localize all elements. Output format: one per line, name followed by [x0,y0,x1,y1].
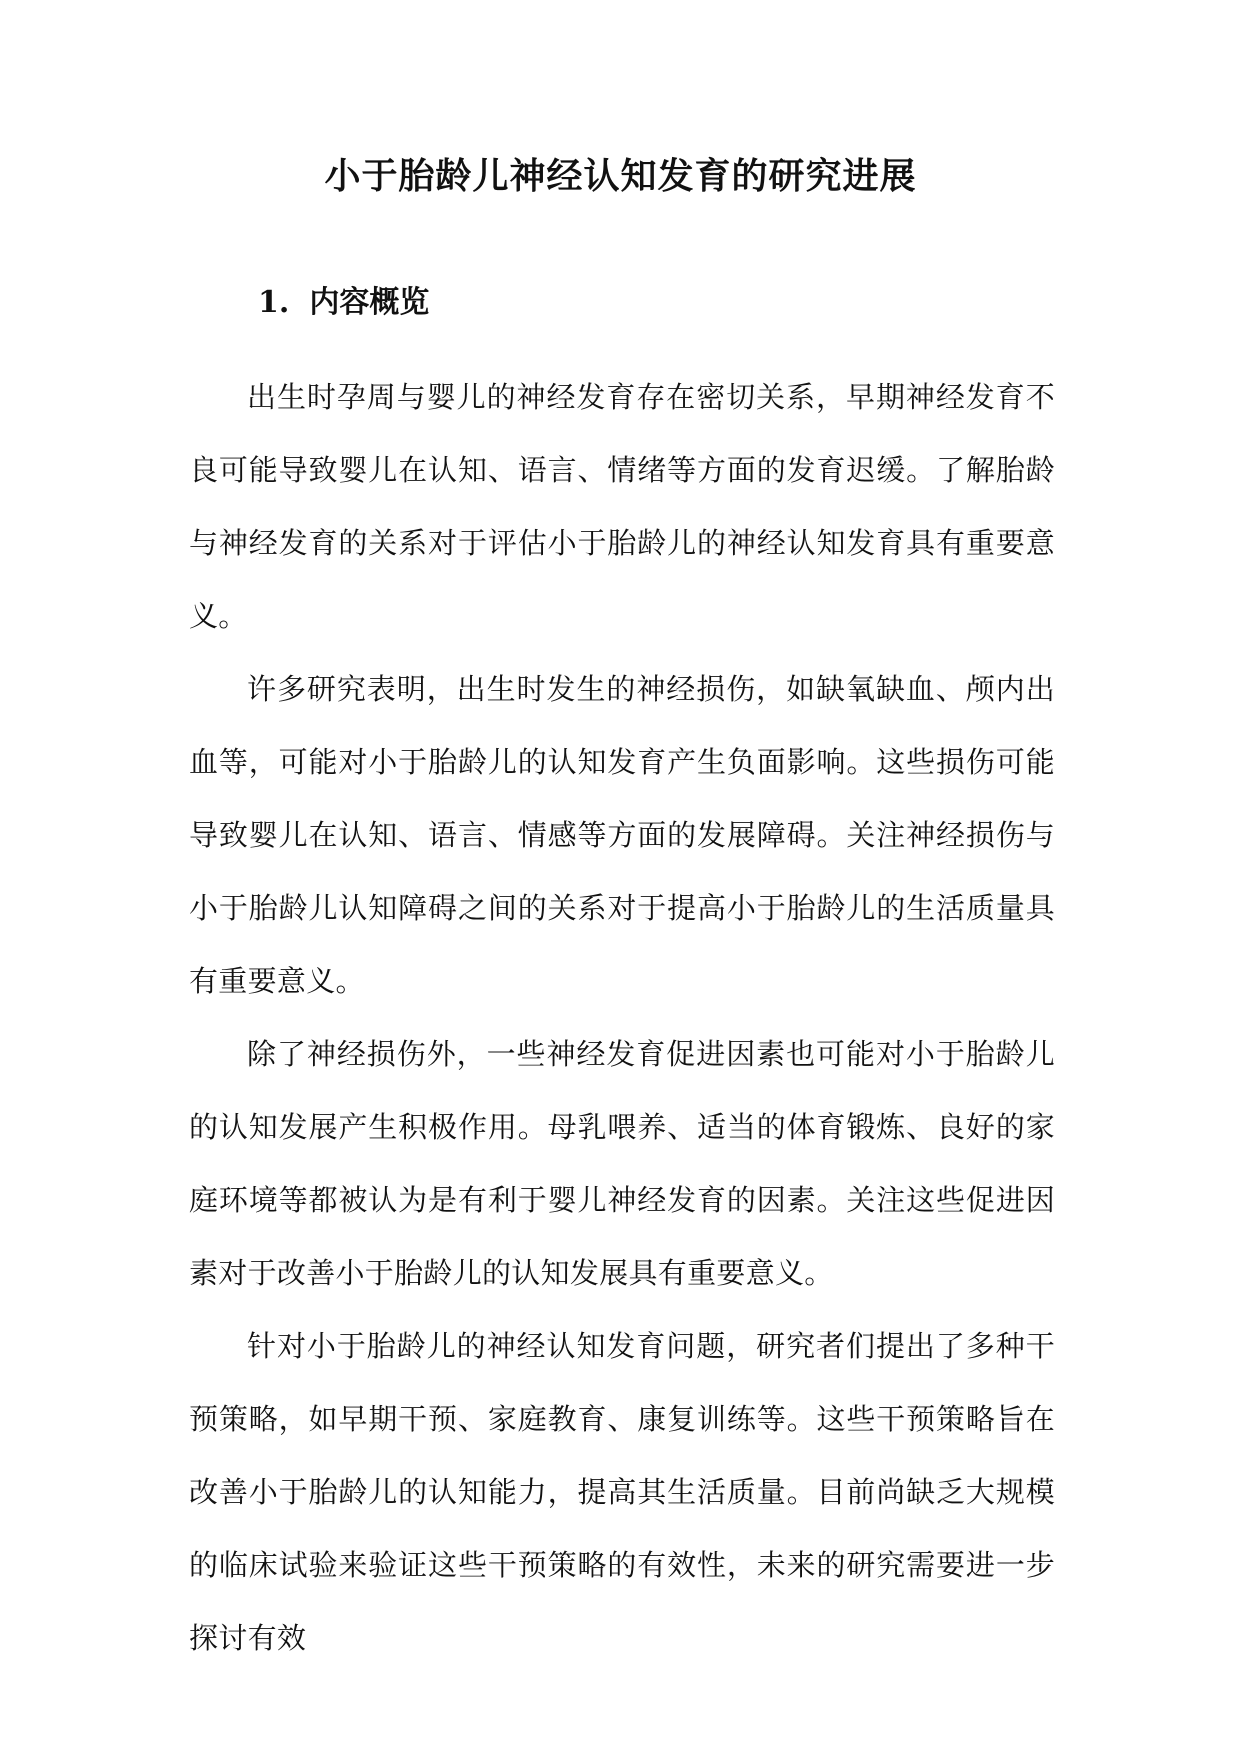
document-title: 小于胎龄儿神经认知发育的研究进展 [324,155,917,197]
paragraph: 许多研究表明，出生时发生的神经损伤，如缺氧缺血、颅内出血等，可能对小于胎龄儿的认知发育产生负面影响。这些损伤可能导致婴儿在认知、语言、情感等方面的发展障碍。关注神经损伤与小于胎龄儿认知障碍之间的关系对于提高小于胎龄儿的生活质量具有重要意义。 [189,672,1055,998]
body-content [189,361,1055,1675]
paragraph: 除了神经损伤外，一些神经发育促进因素也可能对小于胎龄儿的认知发展产生积极作用。母乳喂养、适当的体育锻炼、良好的家庭环境等都被认为是有利于婴儿神经发育的因素。关注这些促进因素对于改善小于胎龄儿的认知发展具有重要意义。 [189,1037,1055,1290]
section-heading [258,281,429,325]
section-number: 1. [258,285,290,320]
paragraph: 针对小于胎龄儿的神经认知发育问题，研究者们提出了多种干预策略，如早期干预、家庭教育、康复训练等。这些干预策略旨在改善小于胎龄儿的认知能力，提高其生活质量。目前尚缺乏大规模的临床试验来验证这些干预策略的有效性，未来的研究需要进一步探讨有效 [189,1329,1055,1655]
paragraph: 出生时孕周与婴儿的神经发育存在密切关系，早期神经发育不良可能导致婴儿在认知、语言、情绪等方面的发育迟缓。了解胎龄与神经发育的关系对于评估小于胎龄儿的神经认知发育具有重要意义。 [189,380,1055,633]
section-heading-text: 内容概览 [309,285,430,320]
